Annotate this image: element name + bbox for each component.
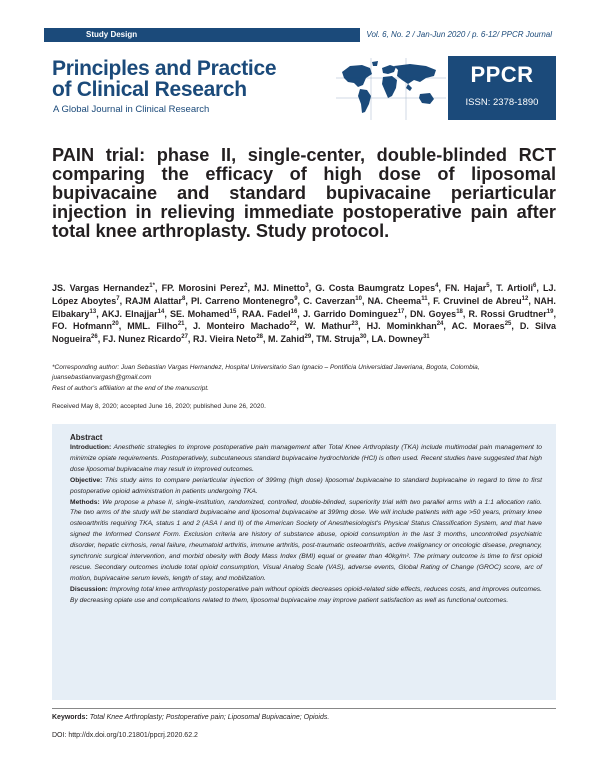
- author-name: G. Costa Baumgratz Lopes: [315, 283, 436, 293]
- author-list: JS. Vargas Hernandez$^{1*}$, FP. Morosini Perez$^2$, MJ. Minetto$^3$, G. Costa Baumgratz Lopes$^4$, FN. Hajar$^5$, T. Artioli$^6$, LJ. López Aboytes$^7$, RAJM Alattar$^8$, PI. Carreno Montenegro$^9$, C. Caverzan$^{10}$, NA. Cheema$^{11}$, F. Cruvinel de Abreu$^{12}$, NAH. Elbakary$^{13}$, AKJ. Elnajjar$^{14}$, SE. Mohamed$^{15}$, RAA. Fadel$^{16}$, J. Garrido Dominguez$^{17}$, DN. Goyes$^{18}$, R. Rossi Grudtner$^{19}$, FO. Hofmann$^{20}$, MML. Filho$^{21}$, J. Monteiro Machado$^{22}$, W. Mathur$^{23}$, HJ. Mominkhan$^{24}$, AC. Moraes$^{25}$, D. Silva Nogueira$^{26}$, FJ. Nunez Ricardo$^{27}$, RJ. Vieira Neto$^{28}$, M. Zahid$^{29}$, TM. Struja$^{30}$, LA. Downey$^{31}$: [52, 283, 556, 345]
- introduction-text: Anesthetic strategies to improve postoperative pain management after Total Knee Arthroplasty (TKA) include multimodal pain management to minimize opiate requirements. Postoperatively, subcutaneous standard bupivacaine hydrochloride (HCl) is often used. Recent studies have suggested that high dose liposomal bupivacaine may result in improved outcomes.: [70, 444, 542, 473]
- author-name: R. Rossi Grudtner: [468, 308, 547, 319]
- author-affiliation: 16: [290, 308, 298, 315]
- objective-text: This study aims to compare periarticular injection of 399mg (high dose) liposomal bupivacaine to standard bupivacaine in regard to time to first postoperative opioid administration in patients undergoing TKA.: [70, 476, 542, 495]
- affiliation-note: Rest of author's affiliation at the end of the manuscript.: [52, 385, 209, 392]
- author-name: AKJ. Elnajjar: [101, 308, 158, 319]
- journal-subtitle: A Global Journal in Clinical Research: [53, 104, 210, 115]
- author-affiliation: 8: [182, 295, 186, 302]
- author-affiliation: 23: [351, 321, 359, 328]
- author-name: F. Cruvinel de Abreu: [433, 295, 522, 306]
- introduction-label: Introduction:: [70, 444, 112, 451]
- author-name: RJ. Vieira Neto: [192, 334, 257, 345]
- doi-link[interactable]: DOI: http://dx.doi.org/10.21801/ppcrj.2020.62.2: [52, 732, 198, 739]
- author-name: NA. Cheema: [367, 295, 422, 306]
- author-name: RAJM Alattar: [125, 295, 183, 306]
- author-affiliation: 5: [486, 283, 490, 289]
- abstract-heading: Abstract: [70, 433, 103, 442]
- abstract-introduction: [70, 443, 542, 476]
- author-affiliation: 12: [521, 295, 529, 302]
- keywords: [52, 714, 329, 721]
- corresponding-author-note: *Corresponding author: Juan Sebastian Vargas Hernandez, Hospital Universitario San Ignacio – Pontificia Universidad Javeriana, Bogota, Colombia, juansebastianvargash@gmail.com: [52, 364, 480, 381]
- methods-label: Methods:: [70, 498, 100, 506]
- author-name: FP. Morosini Perez: [161, 283, 245, 293]
- author-name: LA. Downey: [371, 334, 423, 345]
- author-affiliation: 15: [229, 308, 237, 315]
- section-label: Study Design: [44, 28, 196, 42]
- author-affiliation: 14: [157, 308, 165, 315]
- author-name: M. Zahid: [268, 334, 305, 345]
- author-name: W. Mathur: [304, 321, 352, 332]
- author-affiliation: 19: [546, 308, 554, 315]
- abstract-box: [52, 424, 556, 700]
- author-name: FO. Hofmann: [52, 321, 113, 332]
- brand-box: [448, 56, 556, 120]
- author-name: PI. Carreno Montenegro: [190, 295, 295, 306]
- issn-label: ISSN: 2378-1890: [465, 97, 539, 108]
- author-name: SE. Mohamed: [170, 308, 230, 319]
- author-affiliation: 13: [89, 308, 97, 315]
- author-affiliation: 3: [305, 283, 309, 289]
- author-affiliation: 22: [289, 321, 297, 328]
- author-affiliation: 2: [244, 283, 248, 289]
- author-name: NAH. Elbakary: [52, 295, 556, 319]
- author-name: T. Artioli: [496, 283, 533, 293]
- author-affiliation: 21: [177, 321, 185, 328]
- author-name: J. Garrido Dominguez: [302, 308, 398, 319]
- author-name: TM. Struja: [316, 334, 360, 345]
- citation-label: Vol. 6, No. 2 / Jan-Jun 2020 / p. 6-12/ PPCR Journal: [360, 28, 556, 42]
- author-name: JS. Vargas Hernandez: [52, 283, 150, 293]
- discussion-text: Improving total knee arthroplasty postoperative pain without opioids decreases opioid-related side effects, reduces costs, and improves outcomes. By decreasing opiate use and complications related to them, liposomal bupivacaine may improve patient satisfaction as well as functional outcomes.: [70, 585, 542, 604]
- author-affiliation: 6: [532, 283, 537, 289]
- author-affiliation: 10: [355, 295, 362, 302]
- journal-acronym: PPCR: [470, 62, 534, 87]
- author-affiliation: 24: [436, 321, 444, 328]
- abstract-objective: [70, 476, 542, 498]
- author-name: DN. Goyes: [410, 308, 457, 319]
- author-affiliation: 17: [397, 308, 405, 315]
- author-name: MJ. Minetto: [254, 283, 306, 293]
- journal-title: [52, 58, 276, 100]
- author-affiliation: 11: [421, 295, 428, 302]
- keywords-label: Keywords:: [52, 714, 88, 721]
- author-affiliation: 1*: [149, 283, 155, 289]
- objective-label: Objective:: [70, 476, 103, 484]
- divider: [52, 708, 556, 709]
- author-affiliation: 28: [256, 334, 263, 341]
- author-affiliation: 29: [304, 334, 312, 341]
- journal-title-line2: of Clinical Research: [52, 78, 247, 101]
- author-name: J. Monteiro Machado: [193, 321, 290, 332]
- author-affiliation: 25: [504, 321, 512, 328]
- author-affiliation: 18: [456, 308, 463, 315]
- author-name: HJ. Mominkhan: [366, 321, 437, 332]
- author-name: MML. Filho: [127, 321, 178, 332]
- author-name: C. Caverzan: [303, 295, 356, 306]
- header-bar: [44, 28, 556, 42]
- author-affiliation: 9: [294, 295, 298, 302]
- author-affiliation: 4: [435, 283, 439, 289]
- keywords-value: Total Knee Arthroplasty; Postoperative pain; Liposomal Bupivacaine; Opioids.: [89, 714, 330, 721]
- author-name: D. Silva Nogueira: [52, 321, 556, 345]
- world-map-icon: [336, 58, 446, 120]
- publication-dates: Received May 8, 2020; accepted June 16, 2020; published June 26, 2020.: [52, 403, 266, 410]
- author-affiliation: 30: [359, 334, 367, 341]
- journal-title-line1: Principles and Practice: [52, 57, 277, 80]
- discussion-label: Discussion:: [70, 585, 108, 593]
- methods-text: We propose a phase II, single-institution, randomized, controlled, double-blinded, superiority trial with two parallel arms with a 1:1 allocation ratio. The two arms of the study will be standard bupivacaine and liposomal bupivacaine at 399mg dose. We will include patients with age >50 years, primary knee osteoarthritis requiring TKA, status 1 and 2 (ASA I and II) of the American Society of Anesthesiologist's Physical Status Classification System, and that have signed the Informed Consent Form. Exclusion criteria are history of substance abuse, opioid consumption in the last 3 months, uncontrolled psychiatric disorder, hepatic cirrhosis, renal failure, rheumatoid arthritis, immune arthritis, post-traumatic osteoarthritis, active malignancy or oncologic disease, pregnancy, synchronic surgical intervention, and morbid obesity with Body Mass Index (BMI) equal or greater than 40kg/m². The primary outcome is time to first opioid rescue. Secondary outcomes include total opioid consumption, Visual Analog Scale (VAS), adverse events, Global Rating of Change (GROC) score, arc of motion, bupivacaine serum levels, length of stay, and mobilization.: [70, 498, 542, 582]
- author-affiliation: 31: [422, 334, 430, 341]
- author-name: RAA. Fadel: [241, 308, 291, 319]
- author-name: AC. Moraes: [451, 321, 505, 332]
- author-affiliation: 27: [181, 334, 188, 341]
- author-affiliation: 26: [91, 334, 98, 341]
- author-affiliation: 7: [116, 295, 120, 302]
- author-affiliation: 20: [112, 321, 119, 328]
- article-title: PAIN trial: phase II, single-center, double-blinded RCT comparing the efficacy of high dose of liposomal bupivacaine and standard bupivacaine periarticular injection in relieving immediate postoperative pain after total knee arthroplasty. Study protocol.: [52, 145, 556, 241]
- author-name: FJ. Nunez Ricardo: [102, 334, 182, 345]
- author-name: FN. Hajar: [445, 283, 487, 293]
- author-name: LJ. López Aboytes: [52, 283, 556, 306]
- abstract-discussion: [70, 585, 542, 607]
- abstract-methods: [70, 498, 542, 585]
